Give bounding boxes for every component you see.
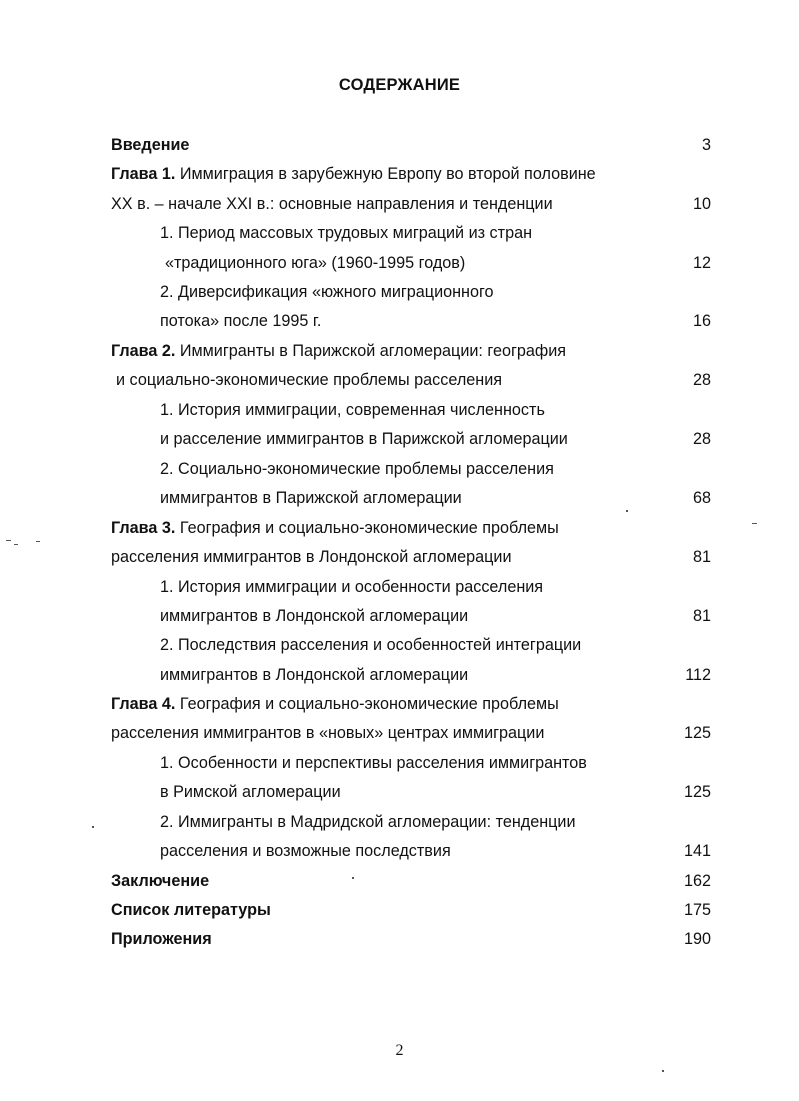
toc-section-2-1-line2: и расселение иммигрантов в Парижской агломерации [160,430,568,448]
toc-page-number: 81 [692,607,711,625]
toc-section-1-1-line1: 1. Период массовых трудовых миграций из стран [160,224,533,242]
chapter-heading: Глава 4. [111,695,176,713]
scan-speck [352,877,354,879]
scan-speck [14,544,18,545]
toc-page-number: 175 [683,901,711,919]
toc-section-1-2-line1: 2. Диверсификация «южного миграционного [160,283,494,301]
toc-page-number: 28 [692,430,711,448]
toc-page-number: 68 [692,489,711,507]
toc-chapter-4-line1 [111,694,559,714]
scan-speck [626,510,628,512]
toc-section-2-1-line1: 1. История иммиграции, современная численность [160,401,545,419]
toc-chapter-3-line2: расселения иммигрантов в Лондонской агломерации [111,548,512,566]
toc-section-4-2-line1: 2. Иммигранты в Мадридской агломерации: тенденции [160,813,576,831]
toc-section-1-1-line2: «традиционного юга» (1960-1995 годов) [165,254,466,272]
toc-chapter-2-line1 [111,341,566,361]
toc-chapter-4-line2: расселения иммигрантов в «новых» центрах иммиграции [111,724,545,742]
toc-page-number: 28 [692,371,711,389]
scan-speck [752,523,757,524]
toc-page-number: 16 [692,312,711,330]
chapter-title-part1: География и социально-экономические проблемы [175,695,559,713]
chapter-heading: Глава 2. [111,342,176,360]
toc-section-3-1-line2: иммигрантов в Лондонской агломерации [160,607,469,625]
scan-speck [92,826,94,828]
toc-page-number: 162 [683,872,711,890]
toc-section-2-2-line1: 2. Социально-экономические проблемы расселения [160,460,554,478]
scan-speck [36,541,40,542]
toc-chapter-3-line1 [111,518,559,538]
toc-page-number: 125 [683,783,711,801]
toc-chapter-1-line2: XX в. – начале XXI в.: основные направления и тенденции [111,195,553,213]
scan-speck [6,540,11,541]
toc-page-number: 112 [685,666,711,684]
toc-entry-appendices [111,929,212,949]
page-number: 2 [395,1042,404,1059]
toc-section-1-2-line2: потока» после 1995 г. [160,312,322,330]
toc-chapter-1-line1 [111,164,596,184]
toc-label: Заключение [111,872,210,890]
toc-label: Приложения [111,930,212,948]
toc-page-number: 141 [683,842,711,860]
toc-entry-references [111,900,271,920]
toc-section-4-2-line2: расселения и возможные последствия [160,842,451,860]
toc-page-number: 125 [683,724,711,742]
toc-section-4-1-line2: в Римской агломерации [160,783,341,801]
toc-section-3-2-line1: 2. Последствия расселения и особенностей интеграции [160,636,582,654]
toc-chapter-2-line2: и социально-экономические проблемы расселения [116,371,503,389]
chapter-title-part1: Иммиграция в зарубежную Европу во второй половине [175,165,596,183]
toc-page-number: 12 [692,254,711,272]
toc-entry-conclusion [111,871,209,891]
toc-page-number: 81 [692,548,711,566]
toc-page-number: 10 [692,195,711,213]
toc-page-number: 3 [701,136,711,154]
page-title: СОДЕРЖАНИЕ [338,76,461,94]
toc-label: Список литературы [111,901,271,919]
chapter-heading: Глава 3. [111,519,176,537]
toc-entry-intro [111,135,189,155]
chapter-title-part1: Иммигранты в Парижской агломерации: география [175,342,567,360]
toc-section-3-2-line2: иммигрантов в Лондонской агломерации [160,666,469,684]
scan-speck [662,1070,664,1072]
chapter-title-part1: География и социально-экономические проблемы [175,519,559,537]
chapter-heading: Глава 1. [111,165,176,183]
toc-label: Введение [111,136,190,154]
toc-section-3-1-line1: 1. История иммиграции и особенности расселения [160,578,544,596]
toc-section-4-1-line1: 1. Особенности и перспективы расселения иммигрантов [160,754,587,772]
toc-page-number: 190 [683,930,711,948]
toc-section-2-2-line2: иммигрантов в Парижской агломерации [160,489,462,507]
